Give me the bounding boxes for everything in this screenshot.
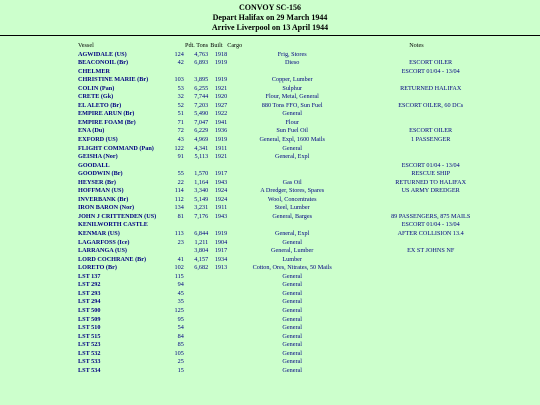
cargo-cell: General, Expl (275, 153, 310, 161)
vessel-name-cell: LST 500 (78, 306, 101, 314)
table-row (78, 221, 497, 230)
tons-cell (184, 350, 208, 359)
pdt-cell: 84 (177, 332, 184, 340)
cargo-cell: General (282, 281, 302, 289)
cargo-cell: 880 Tons FFO, Sun Fuel (261, 101, 323, 109)
cargo-cell: Steel, Lumber (274, 204, 310, 212)
notes-cell: US ARMY DREDGER (401, 187, 460, 195)
pdt-cell: 52 (177, 101, 184, 109)
notes-cell (357, 341, 497, 350)
table-header-row (78, 42, 497, 51)
cargo-cell (227, 162, 357, 171)
vessel-name-cell: KENMAR (US) (78, 230, 120, 238)
table-row (78, 333, 497, 342)
vessel-name-cell: CHELMER (78, 67, 110, 75)
tons-cell (184, 221, 208, 230)
pdt-cell: 41 (177, 255, 184, 263)
cargo-cell: General, Expl (275, 230, 310, 238)
notes-cell: EX ST JOHNS NF (407, 247, 455, 255)
vessel-name-cell: LST 532 (78, 349, 101, 357)
built-cell: 1919 (214, 59, 228, 67)
vessel-name-cell: LST 292 (78, 281, 101, 289)
tons-cell: 1,570 (194, 170, 209, 178)
pdt-cell: 72 (177, 127, 184, 135)
table-row (78, 213, 497, 222)
table-row (78, 281, 497, 290)
table-row (78, 358, 497, 367)
pdt-cell (171, 221, 184, 230)
tons-cell (184, 307, 208, 316)
built-cell (208, 316, 227, 325)
notes-cell (357, 145, 497, 154)
vessel-name-cell: LST 137 (78, 272, 101, 280)
table-row (78, 204, 497, 213)
vessel-name-cell: LAGARFOSS (Ice) (78, 238, 130, 246)
tons-cell (184, 341, 208, 350)
built-cell: 1917 (214, 247, 228, 255)
pdt-cell: 113 (174, 230, 184, 238)
notes-cell (357, 153, 497, 162)
vessel-name-cell: LST 515 (78, 332, 101, 340)
table-row (78, 324, 497, 333)
vessel-name-cell: LST 534 (78, 366, 101, 374)
table-row (78, 68, 497, 77)
built-cell (208, 341, 227, 350)
vessel-name-cell: CHRISTINE MARIE (Br) (78, 76, 149, 84)
pdt-cell: 91 (177, 153, 184, 161)
built-cell (208, 333, 227, 342)
built-cell (208, 221, 227, 230)
table-row (78, 119, 497, 128)
tons-cell (184, 281, 208, 290)
tons-cell: 7,047 (194, 118, 209, 126)
tons-cell: 4,763 (194, 50, 209, 58)
table-row (78, 341, 497, 350)
table-row (78, 239, 497, 248)
pdt-cell: 43 (177, 136, 184, 144)
tons-cell (184, 273, 208, 282)
cargo-cell: General (282, 289, 302, 297)
vessel-name-cell: GOODWIN (Br) (78, 170, 123, 178)
cargo-cell (227, 68, 357, 77)
notes-cell (357, 51, 497, 60)
notes-cell: 1 PASSENGER (410, 136, 451, 144)
notes-cell: ESCORT OILER, 60 DCs (398, 101, 464, 109)
built-cell (208, 290, 227, 299)
notes-cell (357, 110, 497, 119)
notes-column-header: Notes (409, 42, 424, 49)
tons-cell: 3,804 (194, 247, 209, 255)
pdt-cell: 45 (177, 289, 184, 297)
notes-cell (357, 93, 497, 102)
table-row (78, 162, 497, 171)
pdt-cell: 35 (177, 298, 184, 306)
table-row (78, 273, 497, 282)
vessel-name-cell: HEYSER (Br) (78, 178, 116, 186)
vessel-name-cell: KENILWORTH CASTLE (78, 221, 148, 229)
notes-cell: ESCORT 01/04 - 13/04 (401, 67, 460, 75)
tons-cell: 5,149 (194, 195, 209, 203)
notes-cell (357, 333, 497, 342)
built-cell: 1924 (214, 195, 228, 203)
pdt-cell: 122 (174, 144, 184, 152)
pdt-cell: 32 (177, 93, 184, 101)
table-row (78, 102, 497, 111)
built-cell (208, 273, 227, 282)
built-cell: 1921 (214, 153, 228, 161)
cargo-cell: General (282, 324, 302, 332)
vessel-name-cell: COLIN (Pan) (78, 84, 115, 92)
vessel-name-cell: EMPIRE FOAM (Br) (78, 118, 136, 126)
cargo-cell: General, Expl, 1600 Mails (259, 136, 325, 144)
notes-cell (357, 273, 497, 282)
vessel-name-cell: LST 533 (78, 358, 101, 366)
vessel-name-cell: EXFORD (US) (78, 136, 118, 144)
cargo-cell: General (282, 238, 302, 246)
notes-cell (357, 196, 497, 205)
pdt-tons-column-header: Pdt. Tons (185, 42, 209, 49)
cargo-cell: General, Lumber (271, 247, 314, 255)
vessel-name-cell: GOODALL (78, 161, 110, 169)
pdt-cell (171, 247, 184, 256)
cargo-cell: Wool, Concentrates (267, 195, 317, 203)
vessel-name-cell: LST 294 (78, 298, 101, 306)
built-cell (208, 298, 227, 307)
vessel-name-cell: GEISHA (Nor) (78, 153, 118, 161)
pdt-cell: 112 (174, 195, 184, 203)
notes-cell (357, 281, 497, 290)
notes-cell (357, 256, 497, 265)
built-cell (208, 68, 227, 77)
vessel-name-cell: BEACONOIL (Br) (78, 59, 129, 67)
tons-cell: 6,229 (194, 127, 209, 135)
pdt-cell: 124 (174, 50, 184, 58)
cargo-cell: Flour, Metal, General (265, 93, 319, 101)
notes-cell (357, 290, 497, 299)
cargo-cell: General (282, 366, 302, 374)
table-row (78, 153, 497, 162)
built-cell: 1922 (214, 110, 228, 118)
notes-cell (357, 367, 497, 376)
pdt-cell: 114 (174, 187, 184, 195)
table-row (78, 290, 497, 299)
built-cell: 1911 (215, 144, 228, 152)
notes-cell (357, 76, 497, 85)
cargo-cell: Frig, Stores (277, 50, 307, 58)
vessel-name-cell: EL ALETO (Br) (78, 101, 122, 109)
cargo-cell: General (282, 332, 302, 340)
cargo-cell: A Dredger, Stores, Spares (260, 187, 325, 195)
notes-cell: RESCUE SHIP (411, 170, 451, 178)
built-cell: 1941 (214, 118, 228, 126)
tons-cell (184, 316, 208, 325)
cargo-cell (227, 221, 357, 230)
notes-cell: ESCORT OILER (409, 127, 453, 135)
tons-cell: 3,340 (194, 187, 209, 195)
built-cell: 1927 (214, 101, 228, 109)
convoy-table (78, 42, 497, 375)
notes-cell: ESCORT 01/04 - 13/04 (401, 161, 460, 169)
built-cell (208, 307, 227, 316)
notes-cell (357, 350, 497, 359)
notes-cell: AFTER COLLISION 13.4 (397, 230, 464, 238)
tons-cell (184, 367, 208, 376)
tons-cell (184, 68, 208, 77)
table-row (78, 145, 497, 154)
tons-cell (184, 162, 208, 171)
table-row (78, 93, 497, 102)
tons-cell: 7,744 (194, 93, 209, 101)
built-cell: 1934 (214, 255, 228, 263)
built-cell: 1921 (214, 84, 228, 92)
pdt-cell: 134 (174, 204, 184, 212)
notes-cell: RETURNED TO HALIFAX (395, 178, 467, 186)
built-cell: 1919 (214, 136, 228, 144)
built-cell: 1943 (214, 212, 228, 220)
vessel-name-cell: LST 510 (78, 324, 101, 332)
built-cell: 1919 (214, 230, 228, 238)
cargo-cell: Cotton, Ores, Nitrates, 50 Mails (252, 264, 332, 272)
pdt-cell: 51 (177, 110, 184, 118)
table-row (78, 59, 497, 68)
vessel-name-cell: LST 293 (78, 289, 101, 297)
vessel-name-cell: LST 523 (78, 341, 101, 349)
tons-cell: 4,969 (194, 136, 209, 144)
notes-cell: ESCORT 01/04 - 13/04 (401, 221, 460, 229)
vessel-name-cell: LORETO (Br) (78, 264, 117, 272)
tons-cell: 6,255 (194, 84, 209, 92)
tons-cell (184, 324, 208, 333)
notes-cell (357, 204, 497, 213)
table-row (78, 136, 497, 145)
tons-cell (184, 358, 208, 367)
cargo-cell: Sulphur (282, 84, 302, 92)
pdt-cell: 125 (174, 306, 184, 314)
tons-cell (184, 298, 208, 307)
table-row (78, 298, 497, 307)
table-row (78, 230, 497, 239)
cargo-cell: Dieso (284, 59, 300, 67)
built-cell: 1920 (214, 93, 228, 101)
tons-cell: 3,895 (194, 76, 209, 84)
notes-cell: RETURNED HALIFAX (400, 84, 462, 92)
tons-cell: 4,341 (194, 144, 209, 152)
notes-cell (357, 324, 497, 333)
vessel-name-cell: AGWIDALE (US) (78, 50, 127, 58)
built-cell: 1936 (214, 127, 228, 135)
cargo-cell: General (282, 315, 302, 323)
cargo-cell: General (282, 298, 302, 306)
built-cell (208, 281, 227, 290)
vessel-name-cell: JOHN J CRITTENDEN (US) (78, 212, 157, 220)
pdt-cell: 85 (177, 341, 184, 349)
pdt-cell: 54 (177, 324, 184, 332)
notes-cell (357, 239, 497, 248)
tons-cell: 7,176 (194, 212, 209, 220)
table-row (78, 367, 497, 376)
built-cell (208, 324, 227, 333)
pdt-cell: 102 (174, 264, 184, 272)
built-cell: 1913 (214, 264, 228, 272)
pdt-cell: 25 (177, 358, 184, 366)
cargo-cell: General (282, 358, 302, 366)
tons-cell: 6,893 (194, 59, 209, 67)
table-row (78, 187, 497, 196)
vessel-name-cell: FLIGHT COMMAND (Pan) (78, 144, 154, 152)
pdt-cell: 103 (174, 76, 184, 84)
built-cell (208, 367, 227, 376)
table-row (78, 170, 497, 179)
table-row (78, 247, 497, 256)
cargo-cell: General (282, 306, 302, 314)
vessel-name-cell: HOFFMAN (US) (78, 187, 124, 195)
built-cell: 1911 (215, 204, 228, 212)
notes-cell (357, 358, 497, 367)
pdt-cell: 81 (177, 212, 184, 220)
cargo-column-header: Cargo (227, 42, 243, 49)
cargo-cell: Gas Oil (282, 178, 302, 186)
pdt-cell (171, 162, 184, 171)
table-row (78, 256, 497, 265)
cargo-cell: General (282, 349, 302, 357)
pdt-cell: 23 (177, 238, 184, 246)
arrival-line: Arrive Liverpool on 13 April 1944 (211, 23, 329, 32)
table-row (78, 85, 497, 94)
pdt-cell: 42 (177, 59, 184, 67)
vessel-name-cell: LORD COCHRANE (Br) (78, 255, 147, 263)
cargo-cell: General, Barges (272, 212, 313, 220)
table-row (78, 350, 497, 359)
built-cell: 1904 (214, 238, 228, 246)
pdt-cell: 94 (177, 281, 184, 289)
table-row (78, 76, 497, 85)
table-row (78, 127, 497, 136)
notes-cell (357, 298, 497, 307)
table-row (78, 51, 497, 60)
pdt-cell (171, 68, 184, 77)
table-row (78, 316, 497, 325)
tons-cell: 5,113 (194, 153, 209, 161)
built-cell: 1917 (214, 170, 228, 178)
pdt-cell: 95 (177, 315, 184, 323)
tons-cell: 4,157 (194, 255, 209, 263)
built-column-header: Built (210, 42, 223, 49)
cargo-cell: General (282, 144, 302, 152)
tons-cell: 5,490 (194, 110, 209, 118)
notes-cell: 89 PASSENGERS, 875 MAILS (391, 212, 471, 220)
cargo-cell: General (282, 110, 302, 118)
built-cell (208, 350, 227, 359)
vessel-name-cell: LST 509 (78, 315, 101, 323)
notes-cell (357, 264, 497, 273)
pdt-cell: 105 (174, 349, 184, 357)
header-divider (0, 35, 540, 36)
page-title: CONVOY SC-156 (239, 3, 301, 12)
pdt-cell: 115 (174, 272, 184, 280)
tons-cell: 6,682 (194, 264, 209, 272)
tons-cell (184, 290, 208, 299)
vessel-name-cell: EMPIRE ARUN (Br) (78, 110, 135, 118)
table-row (78, 179, 497, 188)
pdt-cell: 22 (177, 178, 184, 186)
notes-cell (357, 316, 497, 325)
table-row (78, 307, 497, 316)
cargo-cell: Lumber (282, 255, 302, 263)
pdt-cell: 15 (177, 366, 184, 374)
pdt-cell: 53 (177, 84, 184, 92)
tons-cell (184, 333, 208, 342)
vessel-column-header: Vessel (78, 42, 94, 49)
table-row (78, 196, 497, 205)
cargo-cell: Copper, Lumber (271, 76, 313, 84)
tons-cell: 1,164 (194, 178, 209, 186)
built-cell: 1924 (214, 187, 228, 195)
built-cell (208, 358, 227, 367)
notes-cell: ESCORT OILER (409, 59, 453, 67)
tons-cell: 1,211 (194, 238, 209, 246)
cargo-cell: General (282, 272, 302, 280)
tons-cell: 6,844 (194, 230, 209, 238)
built-cell (208, 162, 227, 171)
built-cell: 1943 (214, 178, 228, 186)
cargo-cell: Flour (285, 118, 299, 126)
cargo-cell: General (282, 341, 302, 349)
built-cell: 1918 (214, 50, 228, 58)
vessel-name-cell: LARRANGA (US) (78, 247, 127, 255)
table-row (78, 264, 497, 273)
table-row (78, 110, 497, 119)
pdt-cell: 71 (177, 118, 184, 126)
tons-cell: 7,203 (194, 101, 209, 109)
vessel-name-cell: CRETE (Gk) (78, 93, 114, 101)
built-cell: 1919 (214, 76, 228, 84)
notes-cell (357, 119, 497, 128)
cargo-cell: Sun Fuel Oil (276, 127, 308, 135)
page-header (0, 0, 540, 33)
tons-cell: 3,231 (194, 204, 209, 212)
vessel-name-cell: INVERBANK (Br) (78, 195, 129, 203)
departure-line: Depart Halifax on 29 March 1944 (212, 13, 328, 22)
vessel-name-cell: IRON BARON (Nor) (78, 204, 135, 212)
notes-cell (357, 307, 497, 316)
pdt-cell: 55 (177, 170, 184, 178)
vessel-name-cell: ENA (Du) (78, 127, 105, 135)
cargo-cell (227, 170, 357, 179)
